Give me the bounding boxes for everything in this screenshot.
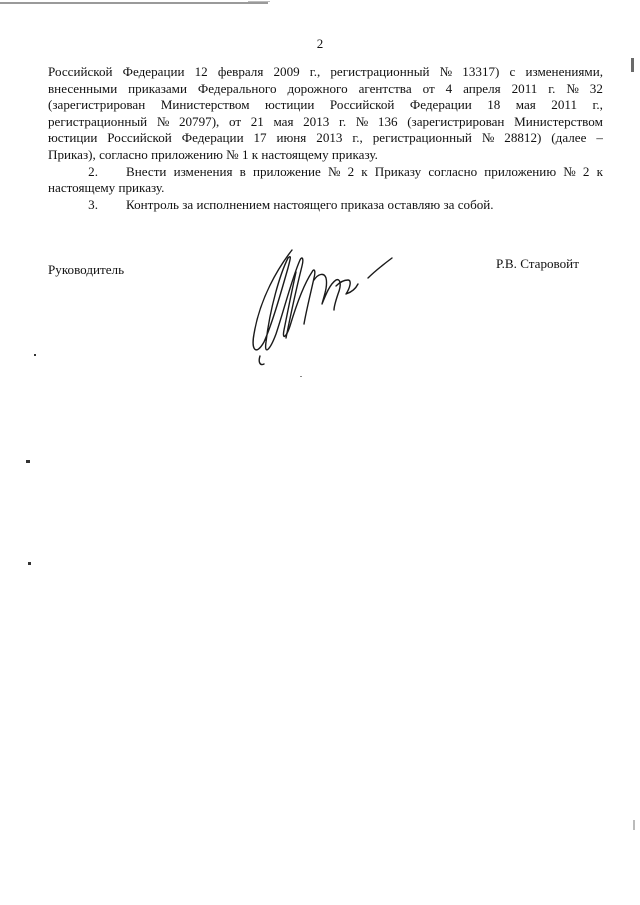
- scan-speck: [26, 460, 30, 463]
- signer-role: Руководитель: [48, 262, 125, 277]
- document-body: [48, 64, 603, 213]
- list-item-2: [48, 164, 603, 197]
- list-item-line: [48, 197, 603, 214]
- scan-speck: [633, 820, 635, 830]
- scan-speck: [28, 562, 31, 565]
- list-item-3: [48, 197, 603, 214]
- list-item-number: 2.: [88, 163, 98, 179]
- page-number: 2: [316, 36, 324, 51]
- list-item-line: 2. Внести изменения в приложение № 2 к Приказу согласно приложению № 2 к: [48, 164, 603, 181]
- handwritten-signature: [230, 238, 410, 378]
- paragraph-line: Приказ), согласно приложению № 1 к настоящему приказу.: [48, 146, 378, 162]
- paragraph-line: (зарегистрирован Министерством юстиции Российской Федерации 18 мая 2011 г.,: [48, 97, 603, 113]
- paragraph-line: Российской Федерации 12 февраля 2009 г., регистрационный № 13317) с изменениями,: [48, 64, 603, 79]
- scan-edge-line: [0, 2, 268, 4]
- scan-speck: [34, 354, 36, 356]
- scan-edge-line: [248, 1, 270, 2]
- paragraph-line: регистрационный № 20797), от 21 мая 2013 г. № 136 (зарегистрирован Министерством: [48, 113, 603, 129]
- list-item-text: Контроль за исполнением настоящего приказа оставляю за собой.: [126, 196, 494, 212]
- paragraph-1: [48, 64, 603, 164]
- list-item-number: 3.: [88, 196, 98, 212]
- list-item-line: настоящему приказу.: [48, 180, 165, 196]
- signer-name: Р.В. Старовойт: [496, 256, 579, 271]
- paragraph-line: юстиции Российской Федерации 17 июня 2013 г., регистрационный № 28812) (далее –: [48, 130, 603, 146]
- scan-edge-mark: [631, 58, 634, 72]
- scan-speck: [300, 376, 302, 377]
- paragraph-line: внесенными приказами Федерального дорожного агентства от 4 апреля 2011 г. № 32: [48, 80, 603, 96]
